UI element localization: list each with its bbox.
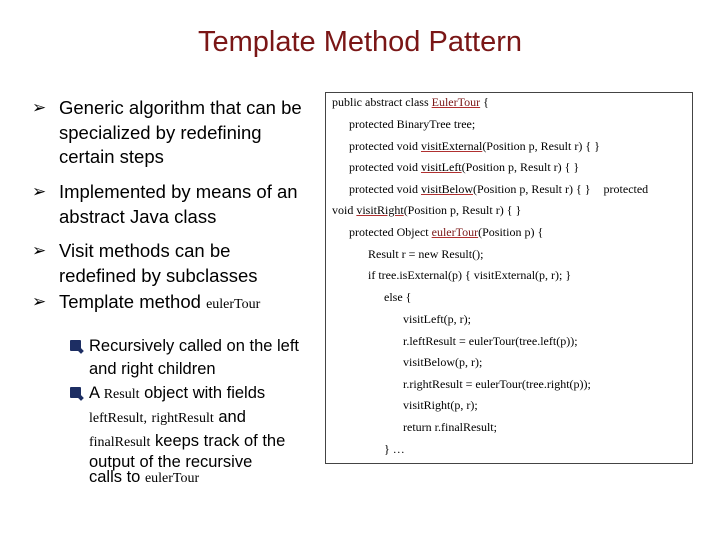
code-text: (Position p, Result r) { } (461, 160, 580, 174)
sub-code: Result (103, 387, 140, 402)
bullet-visit-methods (32, 239, 309, 288)
code-method-name: visitBelow (420, 182, 473, 196)
sub-code: rightResult (151, 411, 214, 426)
sub-code: finalResult (89, 435, 151, 450)
code-line: visitLeft(p, r); (403, 312, 471, 326)
sub-text: object with fields (144, 384, 266, 402)
code-text: protected (603, 182, 649, 196)
bullet-template-method (32, 290, 319, 318)
code-text: public abstract class (332, 95, 429, 109)
code-line: r.rightResult = eulerTour(tree.right(p)); (403, 377, 591, 391)
code-method-name: visitLeft (420, 160, 462, 174)
slide-title: Template Method Pattern (197, 26, 522, 58)
code-box (325, 92, 693, 464)
sub-code: , (143, 411, 147, 426)
bullet-generic-algorithm (32, 96, 309, 170)
code-line (349, 182, 648, 197)
code-class-name: EulerTour (431, 95, 481, 109)
code-text: (Position p) { (478, 225, 544, 239)
bullet-text: Implemented by means of an abstract Java class (59, 181, 298, 227)
code-line (349, 160, 579, 175)
code-method-name: visitRight (356, 203, 404, 217)
bullet-text: Template method (59, 291, 201, 312)
arrow-bullet-icon: ➢ (32, 182, 47, 202)
bullet-code: eulerTour (206, 297, 261, 312)
code-line (332, 203, 521, 218)
sub-bullet-result (89, 382, 304, 454)
code-text: protected void (349, 139, 418, 153)
code-line: } … (384, 442, 405, 456)
code-line: Result r = new Result(); (368, 247, 484, 261)
bullet-abstract-class (32, 180, 309, 229)
arrow-bullet-icon: ➢ (32, 98, 47, 118)
sub-text: and (218, 408, 246, 426)
code-text: (Position p, Result r) { } (403, 203, 522, 217)
sub-bullet-recursive (89, 335, 304, 381)
arrow-bullet-icon: ➢ (32, 292, 47, 312)
code-method-name: visitExternal (420, 139, 483, 153)
sub-code: eulerTour (144, 471, 200, 486)
code-line (349, 225, 543, 240)
code-line (332, 95, 489, 110)
code-line: r.leftResult = eulerTour(tree.left(p)); (403, 334, 578, 348)
sub-code: leftResult (89, 411, 144, 426)
code-line: else { (384, 290, 412, 304)
code-text: { (483, 95, 489, 109)
code-line: visitBelow(p, r); (403, 355, 483, 369)
code-text: protected void (349, 160, 418, 174)
sub-bullet-text: Recursively called on the left and right children (89, 337, 300, 378)
code-text: protected void (349, 182, 418, 196)
bullet-text: Generic algorithm that can be specialized by redefining certain steps (59, 97, 302, 167)
code-line (349, 139, 600, 154)
code-text: void (332, 203, 354, 217)
code-method-name: eulerTour (431, 225, 479, 239)
arrow-bullet-icon: ➢ (32, 241, 47, 261)
bullet-text: Visit methods can be redefined by subclasses (59, 240, 258, 286)
code-line: protected BinaryTree tree; (349, 117, 476, 131)
code-line: visitRight(p, r); (403, 398, 478, 412)
sub-text: output of the recursive (89, 453, 253, 471)
code-line: return r.finalResult; (403, 420, 497, 434)
sub-bullet-continuation (89, 455, 304, 486)
code-line: if tree.isExternal(p) { visitExternal(p, r); } (368, 268, 572, 282)
sub-text: A (89, 384, 100, 402)
square-bullet-icon (70, 340, 81, 351)
sub-text: keeps track of the (155, 432, 286, 450)
code-text: (Position p, Result r) { } (482, 139, 600, 153)
code-text: (Position p, Result r) { } (473, 182, 591, 196)
square-bullet-icon (70, 387, 81, 398)
sub-text: calls to (89, 468, 141, 486)
code-text: protected Object (349, 225, 429, 239)
